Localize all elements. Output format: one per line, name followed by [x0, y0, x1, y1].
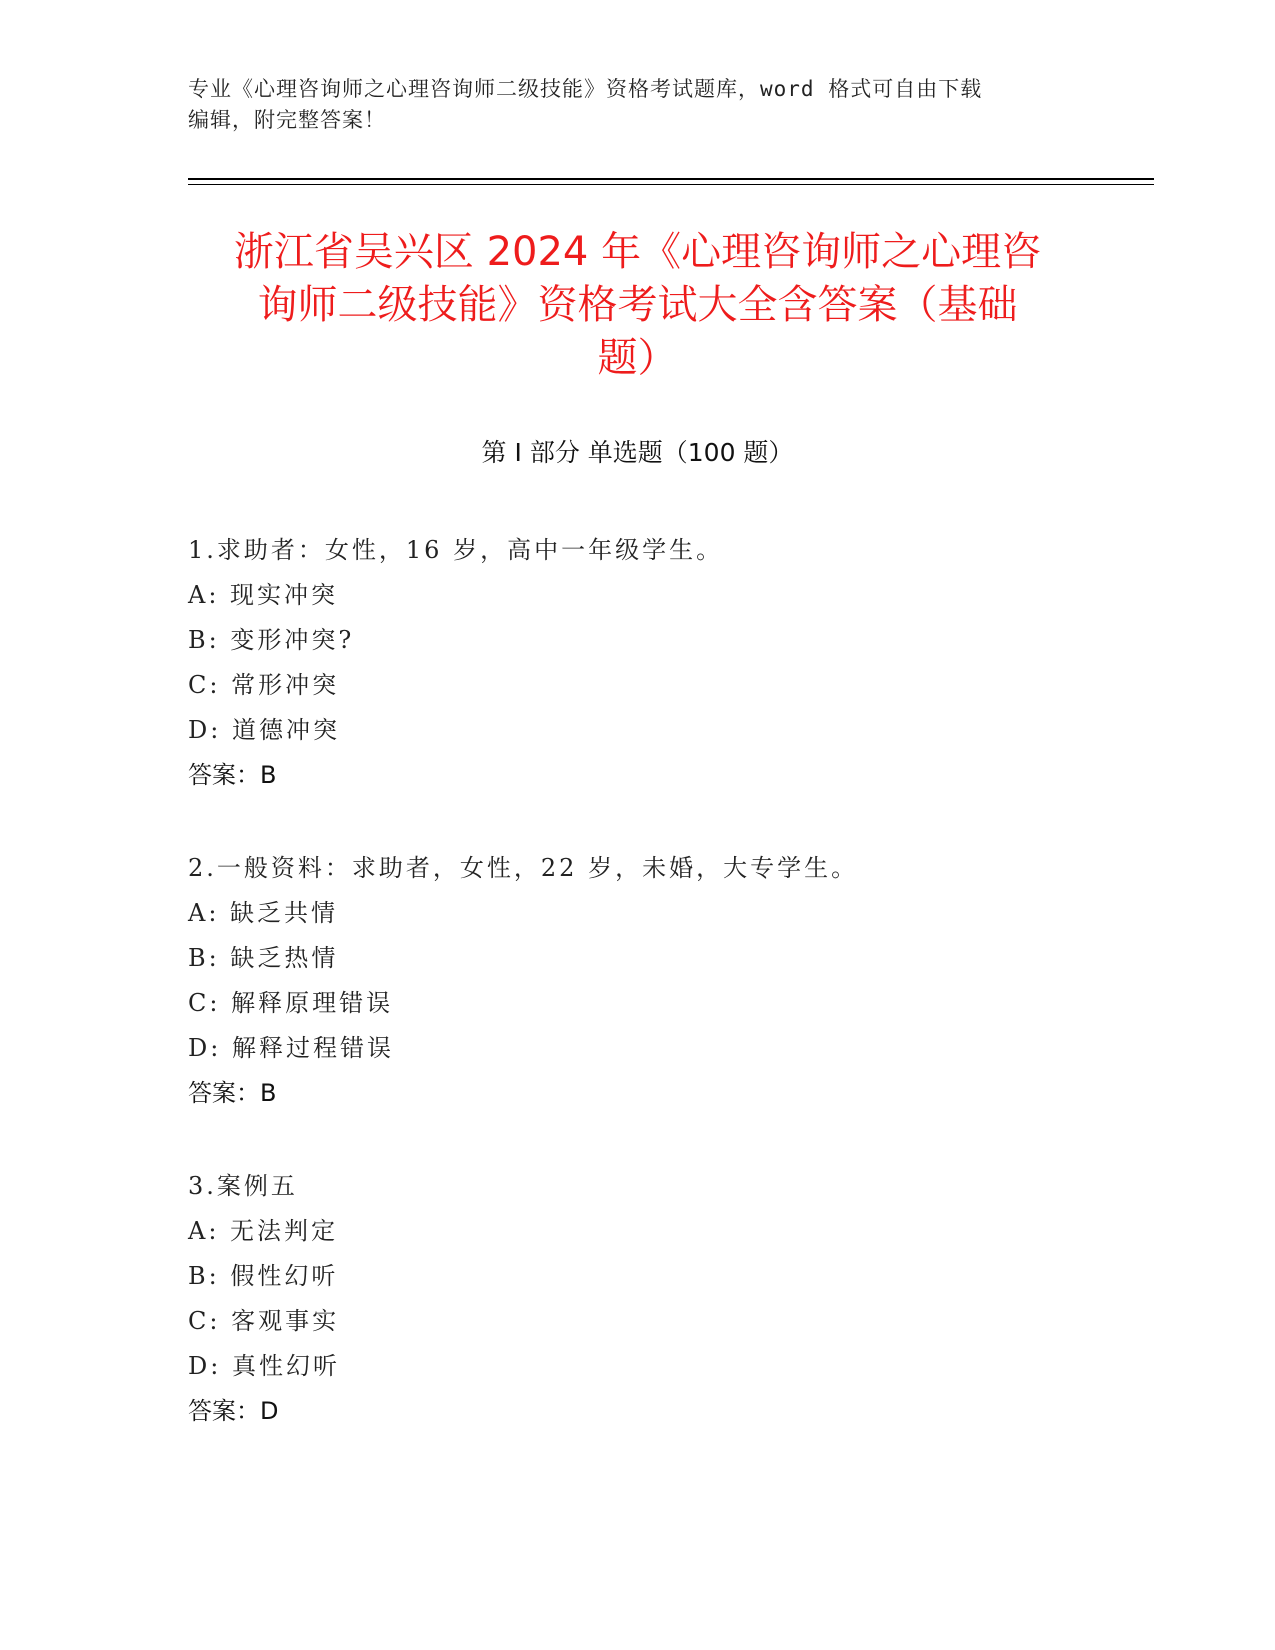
option-d: D: 真性幻听	[188, 1352, 340, 1380]
document-title-line-3: 题）	[597, 335, 678, 381]
document-title	[150, 226, 1125, 385]
option-d: D: 道德冲突	[188, 716, 340, 744]
question-3	[188, 1164, 1168, 1434]
question-stem: 2.一般资料：求助者，女性，22 岁，未婚，大专学生。	[188, 854, 859, 882]
question-2	[188, 846, 1168, 1116]
option-b: B: 假性幻听	[188, 1262, 339, 1290]
header-rule-thick	[188, 178, 1154, 180]
option-c: C: 解释原理错误	[188, 989, 394, 1017]
header-note	[188, 74, 1088, 136]
document-title-line-2: 询师二级技能》资格考试大全含答案（基础	[257, 282, 1018, 328]
header-note-line-1: 专业《心理咨询师之心理咨询师二级技能》资格考试题库，word 格式可自由下载	[188, 77, 983, 101]
document-title-line-1: 浙江省吴兴区 2024 年《心理咨询师之心理咨	[233, 229, 1042, 275]
answer-line: 答案：B	[188, 1079, 277, 1107]
question-stem: 1.求助者：女性，16 岁，高中一年级学生。	[188, 536, 724, 564]
option-c: C: 常形冲突	[188, 671, 340, 699]
option-a: A: 现实冲突	[188, 581, 339, 609]
answer-line: 答案：D	[188, 1397, 279, 1425]
option-a: A: 无法判定	[188, 1217, 339, 1245]
question-stem: 3.案例五	[188, 1172, 298, 1200]
header-rule-thin	[188, 184, 1154, 185]
option-b: B: 变形冲突?	[188, 626, 355, 654]
header-note-line-2: 编辑，附完整答案！	[188, 108, 386, 132]
option-a: A: 缺乏共情	[188, 899, 339, 927]
section-title: 第 I 部分 单选题（100 题）	[481, 438, 794, 467]
question-1	[188, 528, 1168, 798]
answer-line: 答案：B	[188, 761, 277, 789]
option-d: D: 解释过程错误	[188, 1034, 394, 1062]
option-c: C: 客观事实	[188, 1307, 340, 1335]
option-b: B: 缺乏热情	[188, 944, 339, 972]
question-list	[188, 528, 1168, 1482]
